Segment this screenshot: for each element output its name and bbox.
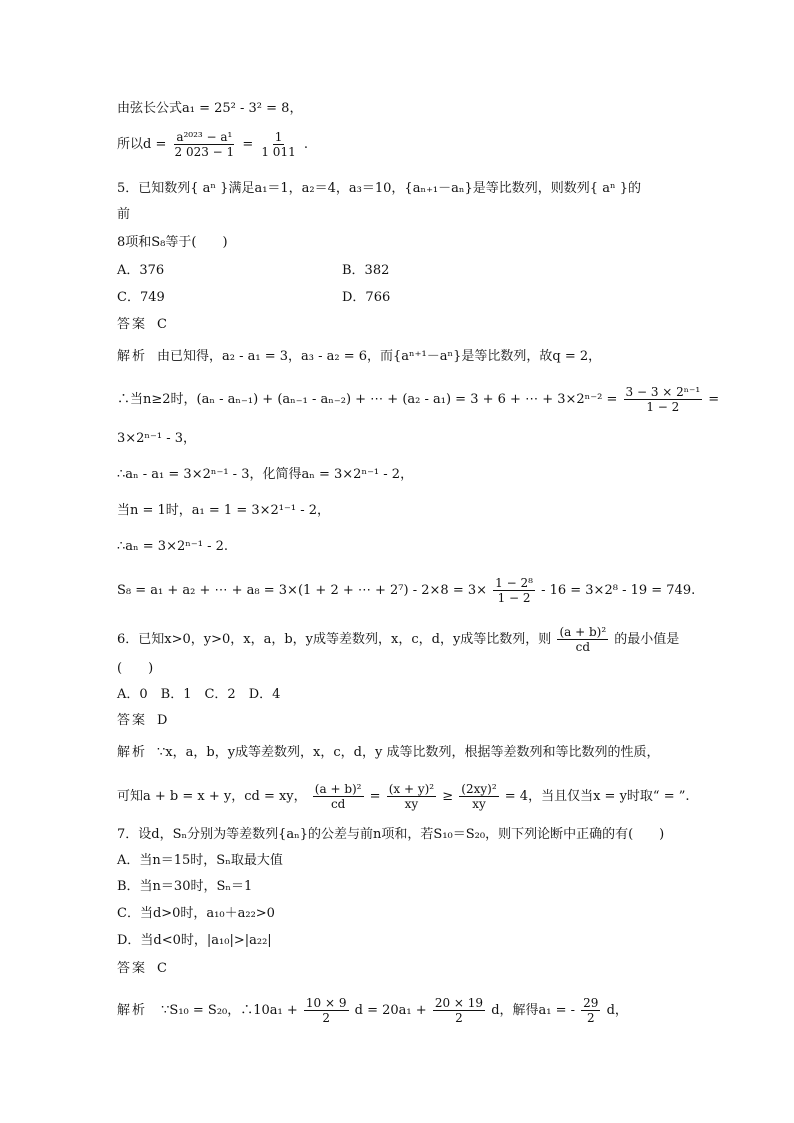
text: 6．已知x>0，y>0，x，a，b，y成等差数列，x，c，d，y成等比数列，则 <box>117 632 552 647</box>
answer-keyword: 答案 <box>117 713 148 728</box>
text: 的最小值是 <box>614 632 680 647</box>
text: . <box>303 137 308 152</box>
numerator: 29 <box>583 996 599 1010</box>
answer-value: C <box>157 961 167 976</box>
fraction <box>304 996 349 1025</box>
text-line: ∴aₙ - a₁ = 3×2ⁿ⁻¹ - 3，化简得aₙ = 3×2ⁿ⁻¹ - 2， <box>117 467 414 482</box>
denominator: 2 <box>586 1011 595 1025</box>
solution-line <box>117 996 628 1025</box>
answer-keyword: 答案 <box>117 961 148 976</box>
option-b: B．当n＝30时，Sₙ＝1 <box>117 879 253 894</box>
numerator: 10 × 9 <box>305 996 347 1010</box>
fraction <box>557 625 608 654</box>
numerator: (a + b)² <box>314 782 362 796</box>
text: = 4，当且仅当x = y时取“ = ”. <box>504 789 690 804</box>
option-c: C．749 <box>117 290 165 305</box>
denominator: cd <box>330 797 346 811</box>
text: 可知a + b = x + y，cd = xy， <box>117 789 307 804</box>
text: ≥ <box>442 789 454 804</box>
denominator: 2 <box>455 1011 463 1025</box>
numerator: 20 × 19 <box>434 996 484 1010</box>
text: 所以d = <box>117 137 167 152</box>
solution-keyword: 解析 <box>117 1003 148 1018</box>
text-line: 8项和S₈等于( ) <box>117 235 228 250</box>
text-line: 由弦长公式a₁ = 25² - 3² = 8， <box>117 101 303 116</box>
numerator: (2xy)² <box>461 782 497 796</box>
text: = <box>242 137 254 152</box>
text: ∴当n≥2时，(aₙ - aₙ₋₁) + (aₙ₋₁ - aₙ₋₂) + ⋯ + (a₂ - a₁) = 3 + 6 + ⋯ + 3×2ⁿ⁻² = <box>117 392 618 407</box>
denominator: xy <box>472 797 486 811</box>
fraction <box>387 782 436 811</box>
option-row <box>117 289 391 307</box>
denominator: 2 023 − 1 <box>174 145 235 159</box>
denominator: 1 − 2 <box>497 591 531 605</box>
text: = <box>708 392 720 407</box>
text-line: ( ) <box>117 661 154 676</box>
text: - 16 = 3×2⁸ - 19 = 749. <box>541 583 696 598</box>
numerator: a²⁰²³ − a¹ <box>176 130 233 144</box>
fraction <box>259 130 297 159</box>
answer-value: D <box>157 713 168 728</box>
denominator: cd <box>575 640 590 654</box>
numerator: 1 − 2⁸ <box>495 576 533 590</box>
text: d， <box>606 1003 628 1018</box>
option-d: D．当d<0时，|a₁₀|>|a₂₂| <box>117 933 272 948</box>
numerator: (a + b)² <box>559 625 607 639</box>
answer-value: C <box>157 317 167 332</box>
answer-line <box>117 960 167 978</box>
numerator: (x + y)² <box>388 782 435 796</box>
text: ∵S₁₀ = S₂₀，∴10a₁ + <box>161 1003 298 1018</box>
text: d = 20a₁ + <box>354 1003 427 1018</box>
solution-keyword: 解析 <box>117 745 148 760</box>
option-row <box>117 262 390 280</box>
solution-line <box>117 348 601 366</box>
answer-line <box>117 316 167 334</box>
fraction <box>313 782 364 811</box>
question-7: 7．设d，Sₙ分别为等差数列{aₙ}的公差与前n项和，若S₁₀＝S₂₀，则下列论断中正确的有( ) <box>117 827 665 842</box>
text: 由已知得，a₂ - a₁ = 3，a₃ - a₂ = 6，而{aⁿ⁺¹－aⁿ}是等比数列，故q = 2， <box>157 349 602 364</box>
text-line: 前 <box>117 207 131 222</box>
question-6 <box>117 625 679 654</box>
text-line: 3×2ⁿ⁻¹ - 3， <box>117 431 197 446</box>
fraction <box>581 996 600 1025</box>
denominator: xy <box>404 797 419 811</box>
text: S₈ = a₁ + a₂ + ⋯ + a₈ = 3×(1 + 2 + ⋯ + 2⁷) - 2×8 = 3× <box>117 583 488 598</box>
option-row: A．0 B．1 C．2 D．4 <box>117 687 281 702</box>
solution-keyword: 解析 <box>117 349 148 364</box>
option-a: A．376 <box>117 263 165 278</box>
denominator: 1 011 <box>261 145 296 159</box>
text-line: 当n = 1时，a₁ = 1 = 3×2¹⁻¹ - 2， <box>117 503 330 518</box>
text: d，解得a₁ = - <box>491 1003 576 1018</box>
formula-line <box>117 130 308 159</box>
fraction <box>459 782 498 811</box>
denominator: 1 − 2 <box>646 400 680 414</box>
text-line: ∴aₙ = 3×2ⁿ⁻¹ - 2. <box>117 539 228 554</box>
formula-line <box>117 576 695 605</box>
option-c: C．当d>0时，a₁₀＋a₂₂>0 <box>117 906 275 921</box>
numerator: 3 − 3 × 2ⁿ⁻¹ <box>625 385 701 399</box>
text: = <box>369 789 381 804</box>
formula-line <box>117 782 690 811</box>
text: ∵x，a，b，y成等差数列，x，c，d，y 成等比数列，根据等差数列和等比数列的性质， <box>157 745 660 760</box>
solution-line <box>117 744 659 762</box>
fraction <box>173 130 237 159</box>
answer-keyword: 答案 <box>117 317 148 332</box>
numerator: 1 <box>274 130 283 144</box>
answer-line <box>117 712 167 730</box>
option-a: A．当n＝15时，Sₙ取最大值 <box>117 853 283 868</box>
fraction <box>493 576 535 605</box>
question-5: 5．已知数列{ aⁿ }满足a₁＝1，a₂＝4，a₃＝10，{aₙ₊₁－aₙ}是等比数列，则数列{ aⁿ }的 <box>117 181 641 196</box>
denominator: 2 <box>322 1011 331 1025</box>
fraction <box>624 385 703 414</box>
option-d: D．766 <box>342 290 391 305</box>
option-b: B．382 <box>342 263 390 278</box>
fraction <box>433 996 485 1025</box>
formula-line <box>117 385 719 414</box>
